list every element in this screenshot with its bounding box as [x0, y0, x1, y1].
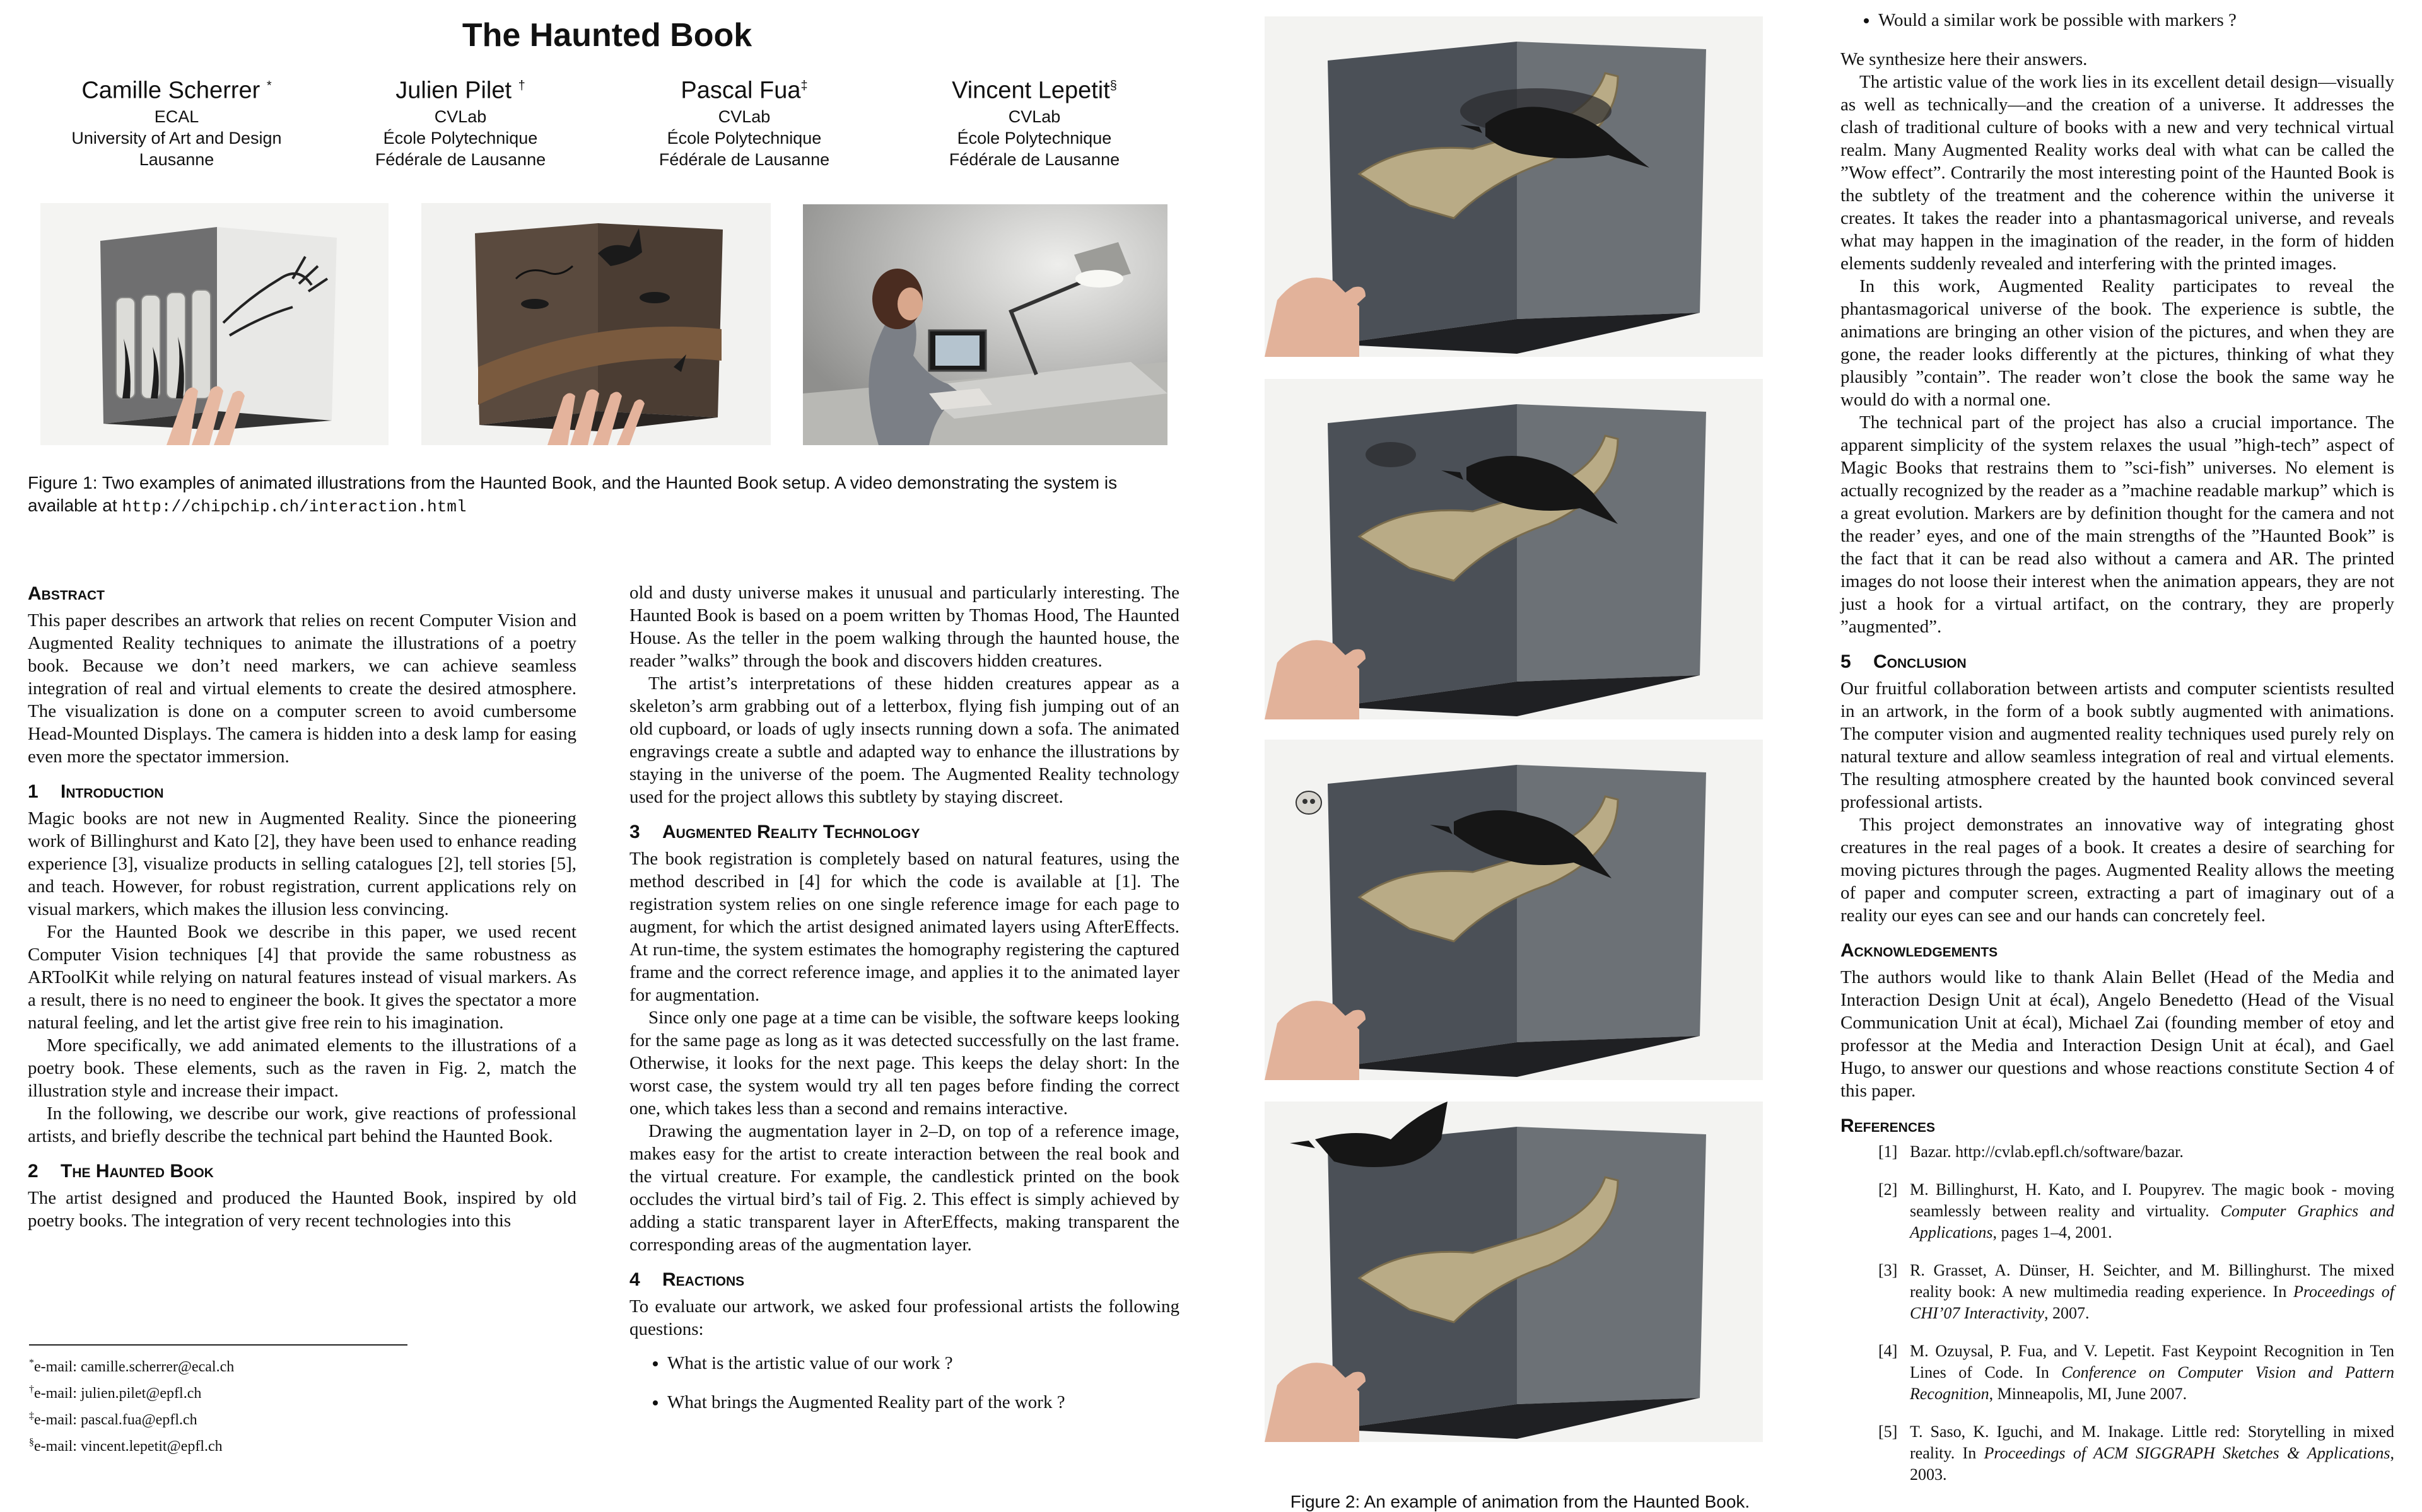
section-heading	[28, 1159, 576, 1184]
paragraph: More specifically, we add animated elements to the illustrations of a poetry book. These elements, such as the raven in Fig. 2, match the illustration style and increase their impact.	[28, 1035, 576, 1101]
figure1-caption	[28, 472, 1188, 518]
reference-number: [5]	[1878, 1422, 1898, 1441]
section-heading	[629, 1267, 1179, 1293]
reference-venue: Proceedings of ACM SIGGRAPH Sketches & Applications	[1984, 1444, 2390, 1462]
paragraph: The book registration is completely based on natural features, using the method described in [4] for which the code is available at [1]. The registration system relies on one single reference image for each page to augment, for which the artist designed animated layers using AfterEffects. At run-time, the system estimates the homography registering the captured frame and the correct reference image, and applies it to the animated layer for augmentation.	[629, 849, 1179, 1005]
footnote-rule	[29, 1344, 407, 1346]
question-item: • What is the artistic value of our work ?	[667, 1352, 1179, 1375]
footnote-mark: *	[29, 1358, 34, 1368]
page-right	[1236, 0, 2422, 1511]
footnote-email: e-mail: camille.scherrer@ecal.ch	[34, 1359, 235, 1375]
author-affiliation: CVLab	[718, 107, 771, 126]
author-block	[599, 71, 889, 170]
author-mark: ‡	[800, 79, 808, 93]
footnote	[29, 1431, 559, 1458]
section-heading	[629, 820, 1179, 845]
paragraph: In this work, Augmented Reality participates to reveal the phantasmagorical universe of the book. The experience is subtle, the animations are bringing an other vision of the pictures, and when they are gone, the reader looks differently at the pictures, thinking of what they plausibly ”contain”. The reader won’t close the book the same way he would do with a normal one.	[1840, 276, 2394, 410]
left-column	[28, 581, 576, 1232]
reference-number: [4]	[1878, 1342, 1898, 1360]
reference-venue: Proceedings of CHI’07 Interactivity	[1910, 1282, 2394, 1322]
author-affiliation: University of Art and Design	[71, 128, 282, 148]
reference-tail: , Minneapolis, MI, June 2007.	[1989, 1385, 2187, 1403]
reference-item	[1878, 1340, 2394, 1405]
paragraph: Since only one page at a time can be visible, the software keeps looking for the same page as long as it was detected successfully on the last frame. Otherwise, it looks for the next page. This keeps the delay short: In the worst case, the system would try all ten pages before finding the correct one, which takes less than a second and remains interactive.	[629, 1008, 1179, 1119]
section-title: Conclusion	[1873, 651, 1967, 672]
reference-list	[1840, 1141, 2394, 1486]
reference-number: [3]	[1878, 1261, 1898, 1279]
footnote-email: e-mail: julien.pilet@epfl.ch	[34, 1385, 202, 1402]
author-name: Vincent Lepetit	[952, 77, 1110, 104]
author-affiliation: CVLab	[434, 107, 487, 126]
middle-column	[629, 581, 1179, 1430]
reference-venue: Conference on Computer Vision and Pattern Recognition	[1910, 1363, 2394, 1403]
reference-number: [2]	[1878, 1180, 1898, 1199]
fig1-image-bird-book	[421, 203, 771, 445]
right-column	[1840, 9, 2394, 1502]
paragraph: For the Haunted Book we describe in this paper, we used recent Computer Vision techniques [4] that provide the same robustness as ARToolKit while relying on natural features instead of visual markers. As a result, there is no need to engineer the book. It gives the spectator a more natural feeling, and let the artist give free rein to his imagination.	[28, 922, 576, 1033]
acknowledgements-text: The authors would like to thank Alain Bellet (Head of the Media and Interaction Design Unit at écal), Angelo Benedetto (Head of the Visual Communication Unit at écal), Michael Zai (founding member of etoy and professor at the Media and Interaction Design Unit at écal), and Gael Hugo, to answer our questions and whose reactions constitute Section 4 of this paper.	[1840, 967, 2394, 1101]
reference-item	[1878, 1179, 2394, 1243]
author-name: Julien Pilet	[395, 77, 512, 104]
paragraph: This project demonstrates an innovative way of integrating ghost creatures in the real pages of a book. It creates a desire of searching for moving pictures through the pages. Augmented Reality allows the meeting of paper and computer screen, extracting a part of imaginary out of a reality our eyes can see and our hands can concretely feel.	[1840, 815, 2394, 926]
paper-title: The Haunted Book	[462, 17, 752, 54]
reference-number: [1]	[1878, 1143, 1898, 1161]
reference-item	[1878, 1260, 2394, 1324]
author-name: Camille Scherrer	[81, 77, 260, 104]
author-affiliation: École Polytechnique	[667, 128, 822, 148]
paragraph: To evaluate our artwork, we asked four professional artists the following questions:	[629, 1296, 1179, 1339]
author-affiliation: École Polytechnique	[957, 128, 1112, 148]
figure2-caption: Figure 2: An example of animation from the Haunted Book.	[1290, 1492, 1750, 1511]
paragraph: old and dusty universe makes it unusual and particularly interesting. The Haunted Book is based on a poem written by Thomas Hood, The Haunted House. As the teller in the poem walking through the haunted house, the reader ”walks” through the book and discovers hidden creatures.	[629, 583, 1179, 671]
footnotes	[29, 1344, 559, 1458]
section-number: 5	[1840, 651, 1851, 672]
reference-item	[1878, 1421, 2394, 1486]
reference-tail: , pages 1–4, 2001.	[1992, 1223, 2112, 1242]
section-title: Reactions	[662, 1269, 745, 1290]
question-item: • Would a similar work be possible with markers ?	[1878, 9, 2394, 32]
footnote-mark: †	[29, 1384, 34, 1395]
author-affiliation: Fédérale de Lausanne	[658, 149, 830, 169]
section-heading	[1840, 649, 2394, 675]
author-affiliation: Fédérale de Lausanne	[949, 149, 1120, 169]
author-block	[32, 71, 322, 170]
reference-text: T. Saso, K. Iguchi, and M. Inakage. Little red: Storytelling in mixed reality. In	[1910, 1422, 2394, 1462]
author-block	[315, 71, 606, 170]
acknowledgements-heading: Acknowledgements	[1840, 940, 1998, 961]
paragraph: Magic books are not new in Augmented Reality. Since the pioneering work of Billinghurst and Kato [2], they have been used to enhance reading experience [3], visualize products in selling catalogues [2], tell stories [5], and teach. However, for robust registration, current applications rely on visual markers, which makes the illusion less convincing.	[28, 808, 576, 919]
footnote-email: e-mail: pascal.fua@epfl.ch	[34, 1412, 197, 1428]
paragraph: Drawing the augmentation layer in 2–D, on top of a reference image, makes easy for the artist to create interaction between the real book and the virtual creature. For example, the candlestick printed on the book occludes the virtual bird’s tail of Fig. 2. This effect is simply achieved by adding a static transparent layer in AfterEffects, making transparent the corresponding areas of the augmentation layer.	[629, 1121, 1179, 1255]
author-mark: †	[518, 79, 525, 93]
question-list	[629, 1352, 1179, 1414]
fig2-frame-raven-walking	[1265, 379, 1763, 719]
paragraph: We synthesize here their answers.	[1840, 49, 2088, 69]
author-mark: *	[266, 79, 272, 93]
paragraph: The technical part of the project has also a crucial importance. The apparent simplicity of the system relaxes the usual ”high-tech” aspect of Magic Books that restrains them to ”sci-fish” universes. No element is actually recognized by the reader as a ”machine readable markup” which is a great evolution. Markers are by definition thought for the camera and not the reader’ eyes, and one of the main strengths of the ”Haunted Book” is the fact that it can be read also without a camera and AR. The printed images do not loose their interest when the animation appears, they are not just a hook for a virtual artifact, on the contrary, they are properly ”augmented”.	[1840, 412, 2394, 637]
section-number: 2	[28, 1161, 38, 1182]
reference-text: M. Ozuysal, P. Fua, and V. Lepetit. Fast Keypoint Recognition in Ten Lines of Code. In	[1910, 1342, 2394, 1381]
footnote	[29, 1405, 559, 1431]
paragraph: Our fruitful collaboration between artists and computer scientists resulted in an artwork, in the form of a book subtly augmented with animations. The computer vision and augmented reality techniques used purely rely on natural texture and allow seamless integration of real and virtual elements. The resulting atmosphere created by the haunted book convinced several professional artists.	[1840, 678, 2394, 812]
reference-tail: , 2003.	[1910, 1444, 2394, 1484]
figure1-caption-text: Figure 1: Two examples of animated illustrations from the Haunted Book, and the Haunted Book setup. A video demonstrating the system is available at	[28, 473, 1118, 515]
section-title: Augmented Reality Technology	[662, 822, 920, 842]
section-number: 4	[629, 1269, 640, 1290]
footnote-mark: §	[29, 1437, 34, 1448]
question-item: • What brings the Augmented Reality part of the work ?	[667, 1391, 1179, 1414]
footnote	[29, 1378, 559, 1405]
reference-venue: Computer Graphics and Applications	[1910, 1202, 2395, 1242]
author-block	[889, 71, 1179, 170]
reference-text: M. Billinghurst, H. Kato, and I. Poupyrev. The magic book - moving seamlessly between reality and virtuality.	[1910, 1180, 2394, 1220]
reference-tail: , 2007.	[2044, 1304, 2090, 1322]
fig1-image-radiator-book	[40, 203, 389, 445]
question-list	[1840, 9, 2394, 32]
author-affiliation: CVLab	[1008, 107, 1061, 126]
fig2-frame-raven-flying	[1265, 1102, 1763, 1442]
author-affiliation: Lausanne	[139, 149, 214, 169]
author-mark: §	[1109, 79, 1117, 93]
reference-text: R. Grasset, A. Dünser, H. Seichter, and M. Billinghurst. The mixed reality book: A new multimedia reading experience. In	[1910, 1261, 2394, 1301]
footnote-email: e-mail: vincent.lepetit@epfl.ch	[34, 1438, 223, 1455]
paragraph: The artistic value of the work lies in its excellent detail design—visually as well as technically—and the creation of a universe. It addresses the clash of traditional culture of books with a new and very technical virtual realm. Many Augmented Reality works deal with what can be called the ”Wow effect”. Contrarily the most interesting point of the Haunted Book is the subtlety of the treatment and the coherence within the universe it creates. It takes the reader into a phantasmagorical universe, and reveals what may happen in the imagination of the reader, in the form of hidden elements suddenly revealed and interfering with the printed images.	[1840, 72, 2394, 274]
section-heading	[28, 779, 576, 805]
author-name: Pascal Fua	[681, 77, 801, 104]
fig1-image-setup-photo	[803, 204, 1167, 445]
fig2-frame-raven-perched	[1265, 16, 1763, 357]
reference-item	[1878, 1141, 2394, 1163]
footnote	[29, 1352, 559, 1378]
figure1-url[interactable]: http://chipchip.ch/interaction.html	[122, 497, 467, 516]
section-title: Introduction	[61, 781, 164, 802]
author-affiliation: ECAL	[154, 107, 199, 126]
paragraph: The artist designed and produced the Haunted Book, inspired by old poetry books. The integration of very recent technologies into this	[28, 1188, 576, 1231]
section-number: 1	[28, 781, 38, 802]
abstract-heading: Abstract	[28, 583, 105, 604]
author-affiliation: Fédérale de Lausanne	[375, 149, 546, 169]
section-number: 3	[629, 822, 640, 842]
paragraph: The artist’s interpretations of these hidden creatures appear as a skeleton’s arm grabbing out of a letterbox, flying fish jumping out of an old cupboard, or loads of ugly insects running down a sofa. The animated engravings create a subtle and adapted way to enhance the illustrations by staying in the universe of the poem. The Augmented Reality technology used for the project allows this subtlety by staying discreet.	[629, 673, 1179, 807]
footnote-mark: ‡	[29, 1410, 34, 1421]
paragraph: In the following, we describe our work, give reactions of professional artists, and briefly describe the technical part behind the Haunted Book.	[28, 1103, 576, 1146]
section-title: The Haunted Book	[61, 1161, 214, 1182]
reference-text: Bazar. http://cvlab.epfl.ch/software/bazar.	[1910, 1143, 2184, 1161]
author-affiliation: École Polytechnique	[383, 128, 538, 148]
abstract-text: This paper describes an artwork that relies on recent Computer Vision and Augmented Reality techniques to animate the illustrations of a poetry book. Because we don’t need markers, we can achieve seamless integration of real and virtual elements to create the desired atmosphere. The visualization is done on a computer screen to avoid cumbersome Head-Mounted Displays. The camera is hidden into a desk lamp for easing even more the spectator immersion.	[28, 610, 576, 767]
fig2-frame-raven-skull	[1265, 740, 1763, 1080]
references-heading: References	[1840, 1115, 1936, 1136]
